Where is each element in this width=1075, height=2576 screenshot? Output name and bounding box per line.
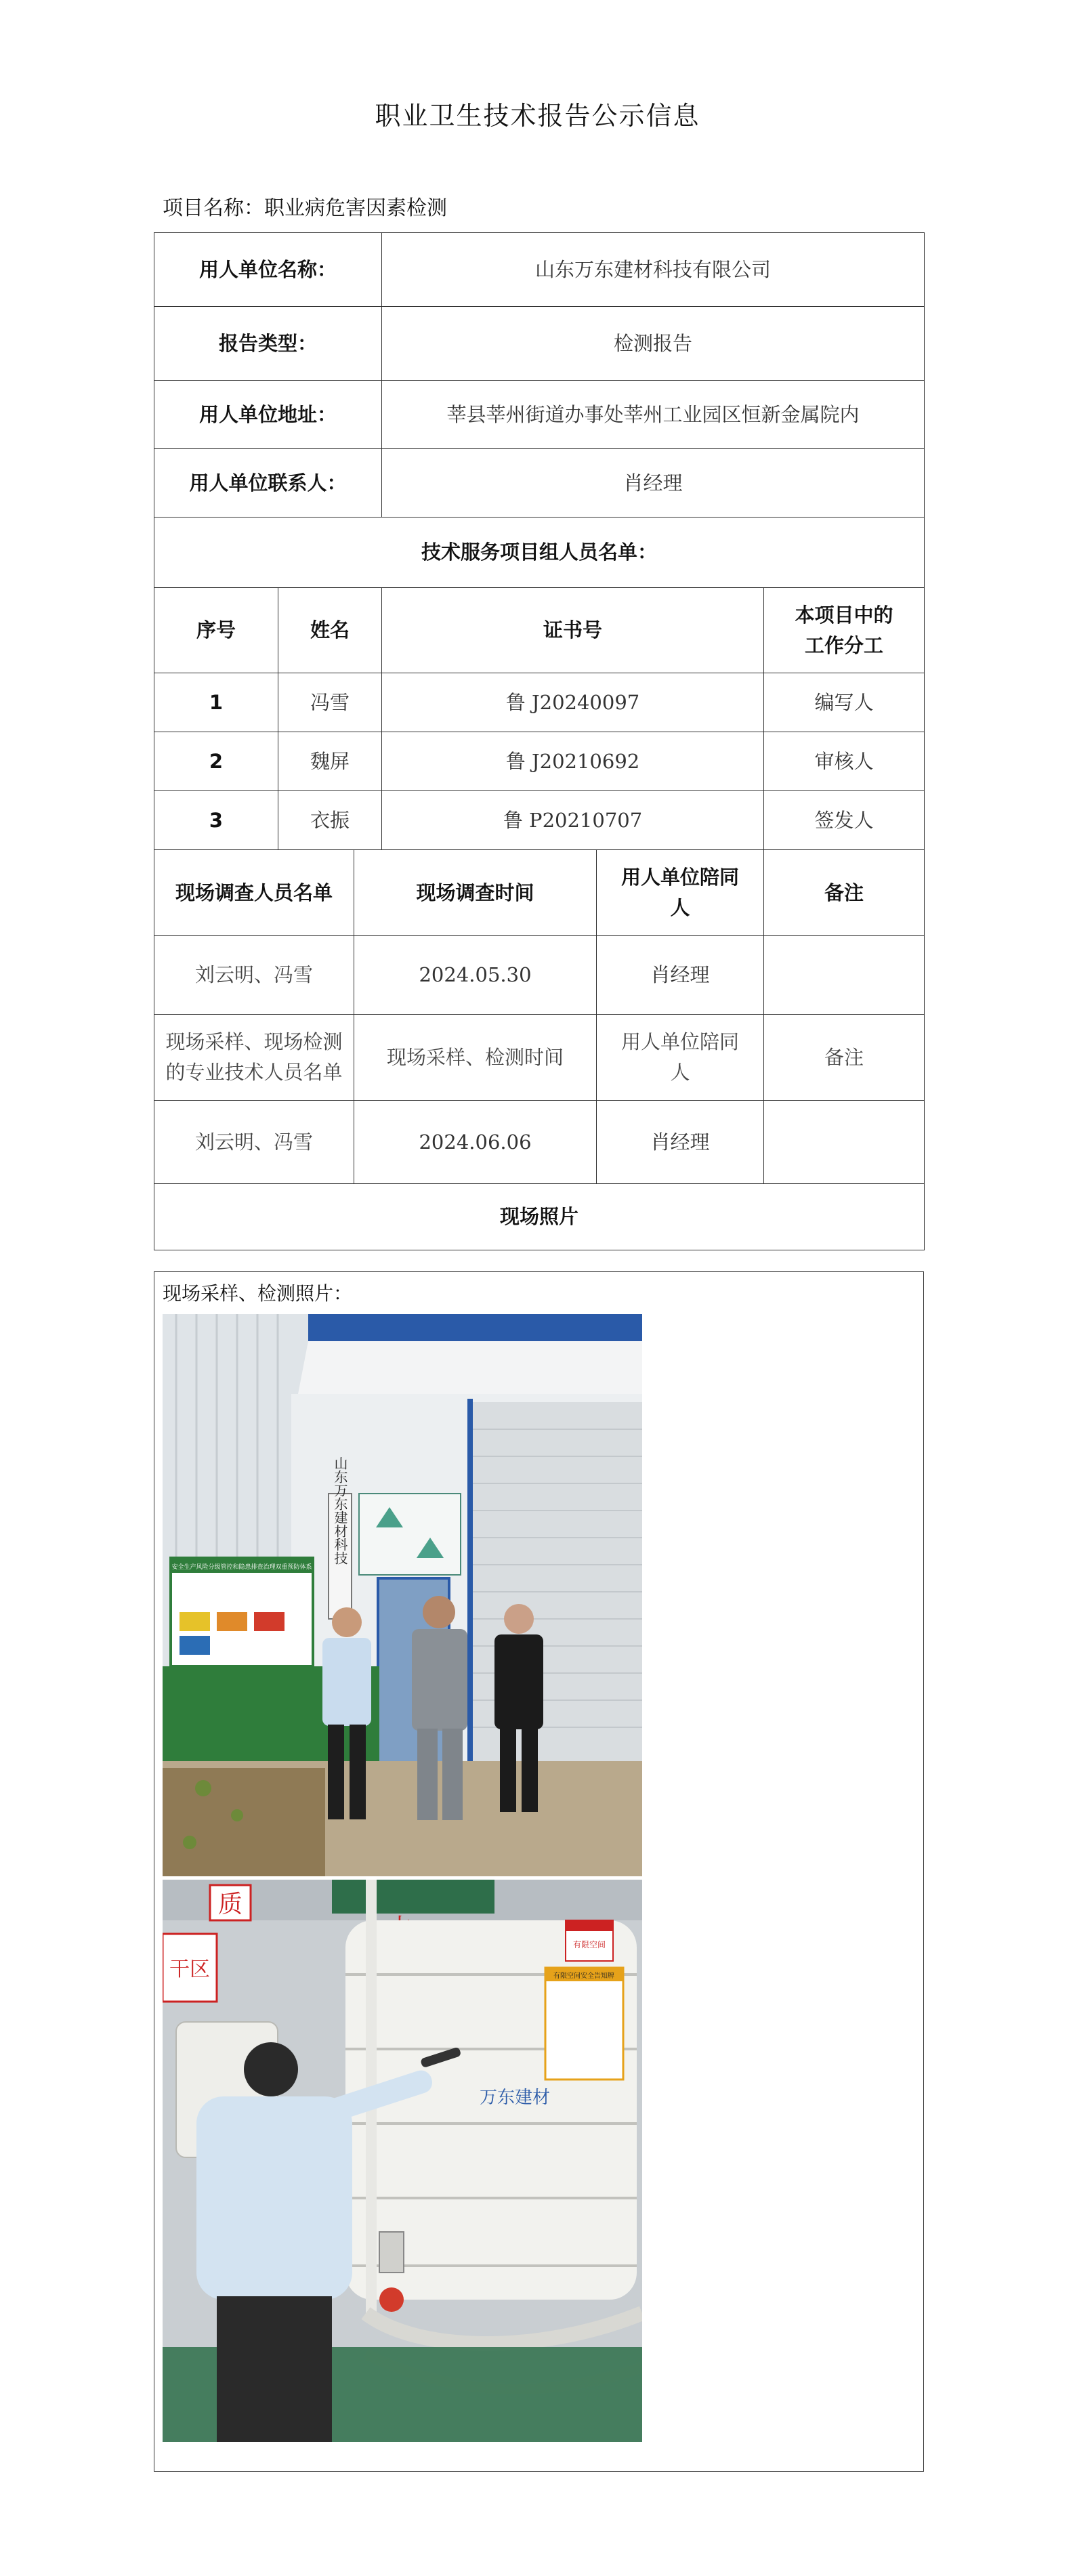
info-label-address: 用人单位地址： [154, 381, 382, 449]
sampling-row [154, 1101, 925, 1184]
team-role: 编写人 [764, 673, 925, 732]
sampling-time: 2024.06.06 [354, 1101, 597, 1184]
sampling-companion: 肖经理 [597, 1101, 764, 1184]
tank-label-text: 万东建材 [479, 2088, 551, 2108]
survey-header-remark: 备注 [764, 850, 925, 936]
info-label-contact: 用人单位联系人： [154, 449, 382, 518]
team-role: 签发人 [764, 791, 925, 850]
page-title: 职业卫生技术报告公示信息 [375, 101, 700, 131]
report-info-table [154, 232, 925, 1250]
info-value-company: 山东万东建材科技有限公司 [382, 233, 925, 307]
site-photo-measurement [163, 1880, 642, 2442]
survey-companion: 肖经理 [597, 936, 764, 1015]
photo-box [154, 1271, 924, 2472]
survey-header-row [154, 850, 925, 936]
warning-sign-text: 有限空间 [572, 1940, 606, 1949]
team-cert: 鲁 J20240097 [382, 673, 764, 732]
team-name: 冯雪 [278, 673, 382, 732]
sampling-header-staff: 现场采样、现场检测的专业技术人员名单 [154, 1015, 354, 1101]
info-row [154, 381, 925, 449]
project-line [163, 191, 447, 221]
notice-sign-text: 有限空间安全告知牌 [553, 1972, 614, 1980]
vertical-sign-text: 山东万东建材科技 [332, 1456, 348, 1565]
info-label-report-type: 报告类型： [154, 307, 382, 381]
col-header-no: 序号 [154, 588, 278, 673]
survey-row [154, 936, 925, 1015]
sampling-header-companion: 用人单位陪同人 [597, 1015, 764, 1101]
info-label-company: 用人单位名称： [154, 233, 382, 307]
survey-header-staff: 现场调查人员名单 [154, 850, 354, 936]
sampling-header-remark: 备注 [764, 1015, 925, 1101]
board-title-text: 安全生产风险分级管控和隐患排查治理双重预防体系 [171, 1564, 312, 1571]
col-header-role: 本项目中的工作分工 [764, 588, 925, 673]
team-row [154, 732, 925, 791]
info-row [154, 449, 925, 518]
site-photo-group [163, 1314, 642, 1876]
photo-box-label: 现场采样、检测照片： [163, 1282, 353, 1305]
team-name: 魏屏 [278, 732, 382, 791]
info-row [154, 233, 925, 307]
project-label: 项目名称： [163, 196, 264, 220]
survey-time: 2024.05.30 [354, 936, 597, 1015]
info-value-contact: 肖经理 [382, 449, 925, 518]
team-cert: 鲁 P20210707 [382, 791, 764, 850]
survey-header-time: 现场调查时间 [354, 850, 597, 936]
team-row [154, 673, 925, 732]
survey-header-companion: 用人单位陪同人 [597, 850, 764, 936]
sampling-header-time: 现场采样、检测时间 [354, 1015, 597, 1101]
info-value-report-type: 检测报告 [382, 307, 925, 381]
info-row [154, 307, 925, 381]
team-header-row [154, 588, 925, 673]
survey-staff: 刘云明、冯雪 [154, 936, 354, 1015]
project-name: 职业病危害因素检测 [264, 196, 447, 220]
sampling-remark [764, 1101, 925, 1184]
team-heading-row [154, 518, 925, 588]
team-no: 3 [154, 791, 278, 850]
info-value-address: 莘县莘州街道办事处莘州工业园区恒新金属院内 [382, 381, 925, 449]
team-name: 衣振 [278, 791, 382, 850]
col-header-name: 姓名 [278, 588, 382, 673]
team-no: 1 [154, 673, 278, 732]
team-role: 审核人 [764, 732, 925, 791]
sign-left-text: 干区 [169, 1958, 210, 1981]
photos-heading-row [154, 1184, 925, 1250]
survey-remark [764, 936, 925, 1015]
photos-heading: 现场照片 [154, 1184, 925, 1250]
col-header-cert: 证书号 [382, 588, 764, 673]
sampling-staff: 刘云明、冯雪 [154, 1101, 354, 1184]
team-no: 2 [154, 732, 278, 791]
sampling-header-row [154, 1015, 925, 1101]
sign-top-text: 质 [217, 1891, 243, 1918]
team-cert: 鲁 J20210692 [382, 732, 764, 791]
team-row [154, 791, 925, 850]
team-heading: 技术服务项目组人员名单： [154, 518, 925, 588]
